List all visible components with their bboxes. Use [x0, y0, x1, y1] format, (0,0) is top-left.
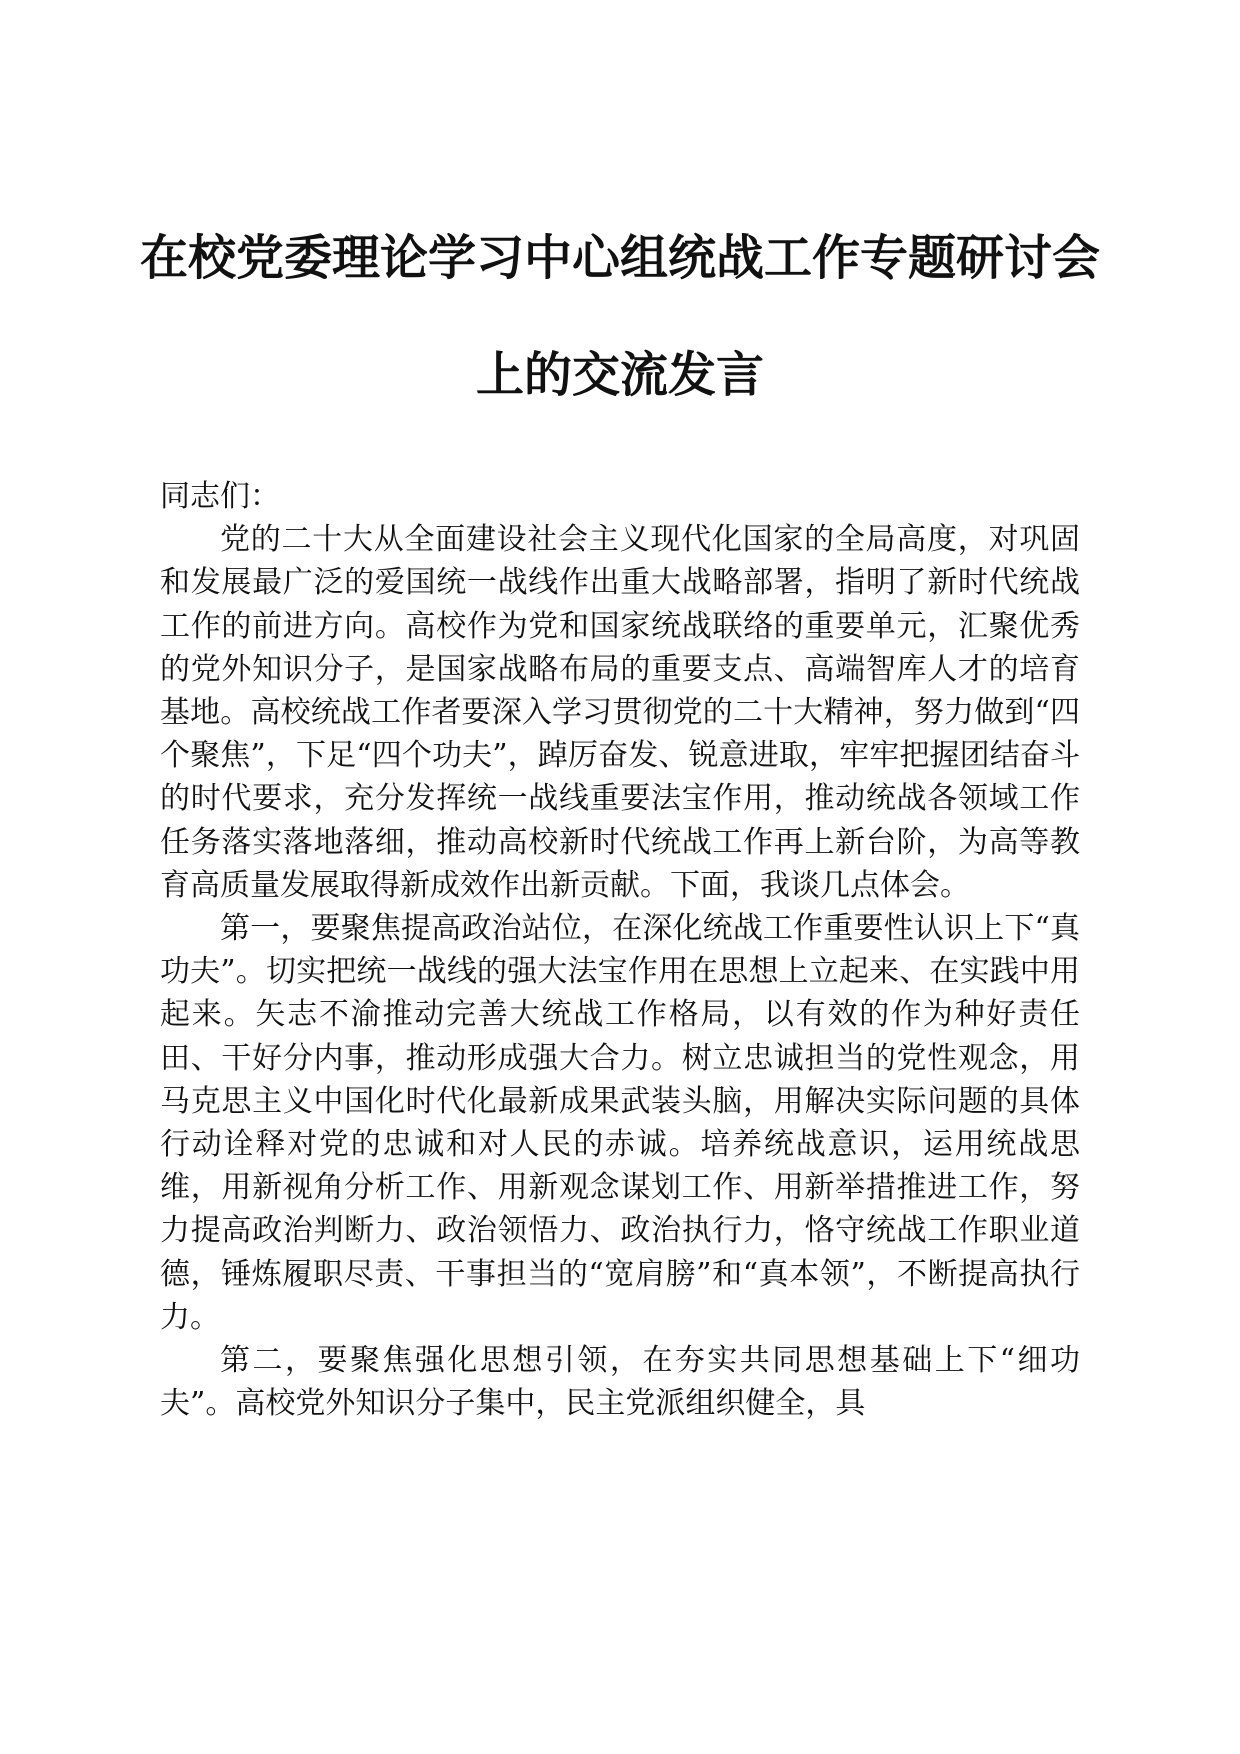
- document-title-line-1: 在校党委理论学习中心组统战工作专题研讨会: [139, 230, 1100, 286]
- salutation: 同志们：: [160, 479, 280, 514]
- paragraph-intro: 党的二十大从全面建设社会主义现代化国家的全局高度，对巩固和发展最广泛的爱国统一战线作出重大战略部署，指明了新时代统战工作的前进方向。高校作为党和国家统战联络的重要单元，汇聚优秀的党外知识分子，是国家战略布局的重要支点、高端智库人才的培育基地。高校统战工作者要深入学习贯彻党的二十大精神，努力做到“四个聚焦”，下足“四个功夫”，踔厉奋发、锐意进取，牢牢把握团结奋斗的时代要求，充分发挥统一战线重要法宝作用，推动统战各领域工作任务落实落地落细，推动高校新时代统战工作再上新台阶，为高等教育高质量发展取得新成效作出新贡献。下面，我谈几点体会。: [160, 522, 1080, 903]
- document-body: [160, 475, 1080, 1425]
- paragraph-second-point: 第二，要聚焦强化思想引领，在夯实共同思想基础上下“细功夫”。高校党外知识分子集中，民主党派组织健全，具: [160, 1343, 1080, 1422]
- paragraph-first-point: 第一，要聚焦提高政治站位，在深化统战工作重要性认识上下“真功夫”。切实把统一战线的强大法宝作用在思想上立起来、在实践中用起来。矢志不渝推动完善大统战工作格局，以有效的作为种好责任田、干好分内事，推动形成强大合力。树立忠诚担当的党性观念，用马克思主义中国化时代化最新成果武装头脑，用解决实际问题的具体行动诠释对党的忠诚和对人民的赤诚。培养统战意识，运用统战思维，用新视角分析工作、用新观念谋划工作、用新举措推进工作，努力提高政治判断力、政治领悟力、政治执行力，恪守统战工作职业道德，锤炼履职尽责、干事担当的“宽肩膀”和“真本领”，不断提高执行力。: [160, 911, 1080, 1335]
- document-title-line-2: 上的交流发言: [475, 347, 764, 403]
